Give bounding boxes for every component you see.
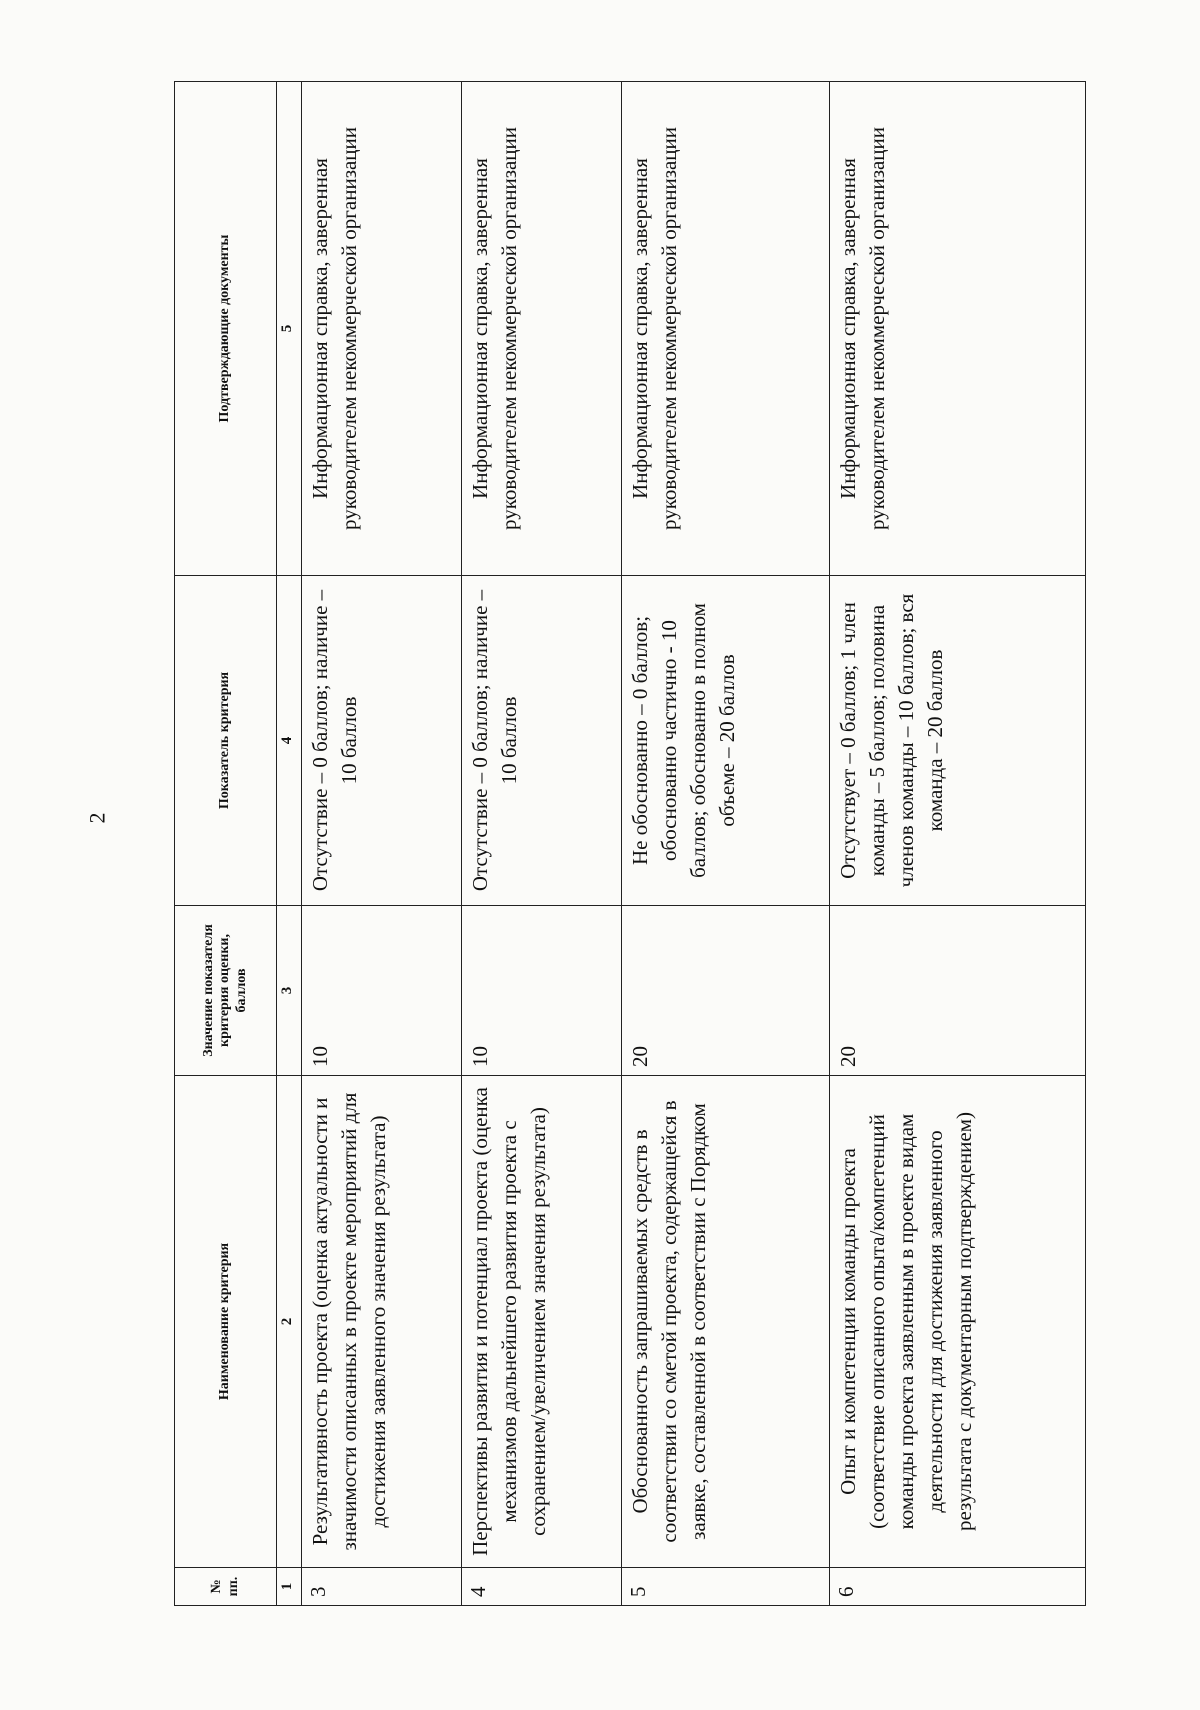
column-number: 3 [277,906,302,1076]
criterion-indicator: Отсутствие – 0 баллов; наличие – 10 баллов [461,576,621,906]
supporting-documents: Информационная справка, заверенная руководителем некоммерческой организации [829,82,1085,576]
header-supporting-documents: Подтверждающие документы [175,82,277,576]
supporting-documents: Информационная справка, заверенная руководителем некоммерческой организации [621,82,829,576]
row-number: 4 [461,1568,621,1606]
supporting-documents: Информационная справка, заверенная руководителем некоммерческой организации [302,82,462,576]
row-number: 3 [302,1568,462,1606]
supporting-documents: Информационная справка, заверенная руководителем некоммерческой организации [461,82,621,576]
page-number: 2 [84,812,110,824]
table-header-row [175,82,277,1606]
column-number-row [277,82,302,1606]
criterion-value: 10 [302,906,462,1076]
criteria-table [174,81,1086,1606]
criterion-name: Результативность проекта (оценка актуальности и значимости описанных в проекте мероприятий для достижения заявленного значения результата) [302,1076,462,1568]
column-number: 5 [277,82,302,576]
header-criterion-name: Наименование критерия [175,1076,277,1568]
column-number: 1 [277,1568,302,1606]
row-number: 5 [621,1568,829,1606]
header-number: № пп. [175,1568,277,1606]
criterion-indicator: Отсутствие – 0 баллов; наличие – 10 баллов [302,576,462,906]
criterion-value: 10 [461,906,621,1076]
column-number: 2 [277,1076,302,1568]
criterion-name: Перспективы развития и потенциал проекта (оценка механизмов дальнейшего развития проекта с сохранением/увеличением значения результата) [461,1076,621,1568]
header-criterion-value: Значение показателя критерия оценки, баллов [175,906,277,1076]
column-number: 4 [277,576,302,906]
criterion-indicator: Отсутствует – 0 баллов; 1 член команды – 5 баллов; половина членов команды – 10 баллов; вся команда – 20 баллов [829,576,1085,906]
criterion-name: Обоснованность запрашиваемых средств в соответствии со сметой проекта, содержащейся в заявке, составленной в соответствии с Порядком [621,1076,829,1568]
criterion-name: Опыт и компетенции команды проекта (соответствие описанного опыта/компетенций команды проекта заявленным в проекте видам деятельности для достижения заявленного результата с документарным подтверждением) [829,1076,1085,1568]
table-row [829,82,1085,1606]
row-number: 6 [829,1568,1085,1606]
table-row [621,82,829,1606]
table-row [461,82,621,1606]
table-row [302,82,462,1606]
criterion-indicator: Не обоснованно – 0 баллов; обоснованно частично - 10 баллов; обоснованно в полном объеме – 20 баллов [621,576,829,906]
criterion-value: 20 [621,906,829,1076]
criteria-table-container [174,82,1086,1606]
header-criterion-indicator: Показатель критерия [175,576,277,906]
criterion-value: 20 [829,906,1085,1076]
